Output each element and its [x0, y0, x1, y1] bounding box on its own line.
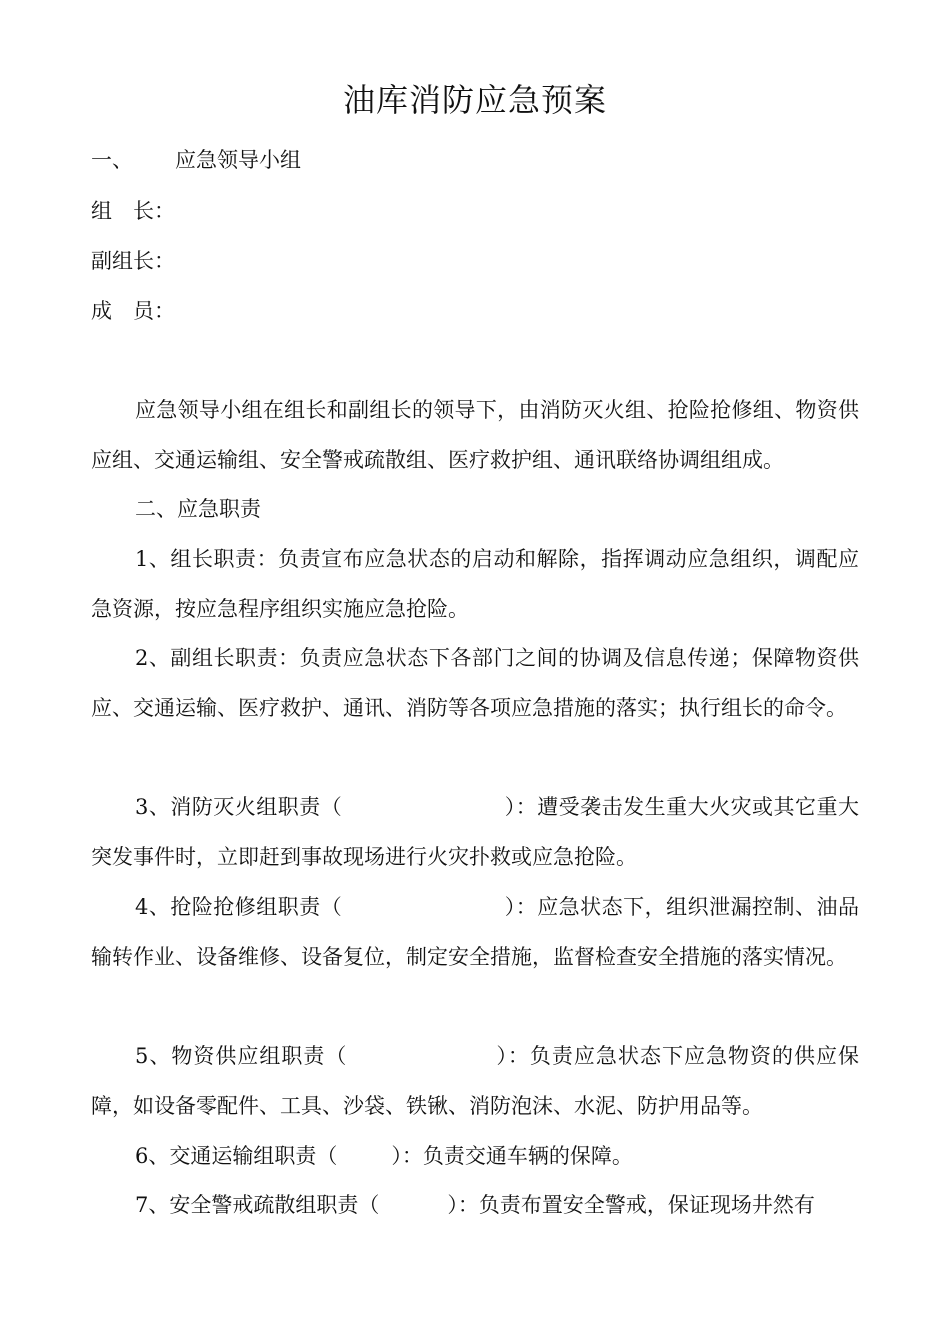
- duty-security-evacuation-group: [91, 1181, 859, 1231]
- leader-label: 组 长：: [91, 199, 175, 223]
- duty-transport-lead: 6、交通运输组职责（: [135, 1144, 338, 1168]
- duty-security-lead: 7、安全警戒疏散组职责（: [135, 1193, 380, 1217]
- duty-supply-group: [91, 1032, 859, 1131]
- members-label: 成 员：: [91, 299, 175, 323]
- duty-rescue-repair-group: [91, 883, 859, 982]
- duty-firefighting-group: [91, 783, 859, 882]
- duty-transport-text: ）：负责交通车辆的保障。: [391, 1144, 633, 1168]
- duty-rescue-text: ）：应急状态下，组织泄漏控制、油品输转作业、设备维修、设备复位，制定安全措施，监督检查安全措施的落实情况。: [91, 895, 859, 969]
- deputy-leader-label: 副组长：: [91, 249, 175, 273]
- duty-leader: 1、组长职责：负责宣布应急状态的启动和解除，指挥调动应急组织，调配应急资源，按应急程序组织实施应急抢险。: [91, 547, 859, 621]
- duty-supply-lead: 5、物资供应组职责（: [135, 1044, 348, 1068]
- duty-firefighting-text: ）：遭受袭击发生重大火灾或其它重大突发事件时，立即赶到事故现场进行火灾扑救或应急抢险。: [91, 795, 859, 869]
- duty-firefighting-lead: 3、消防灭火组职责（: [135, 795, 343, 819]
- duty-deputy-leader: 2、副组长职责：负责应急状态下各部门之间的协调及信息传递；保障物资供应、交通运输、医疗救护、通讯、消防等各项应急措施的落实；执行组长的命令。: [91, 646, 859, 720]
- duty-rescue-lead: 4、抢险抢修组职责（: [135, 895, 343, 919]
- section-1-heading: [91, 145, 301, 175]
- duty-supply-text: ）：负责应急状态下应急物资的供应保障，如设备零配件、工具、沙袋、铁锹、消防泡沫、水泥、防护用品等。: [91, 1044, 859, 1118]
- section-1-title: 应急领导小组: [175, 148, 301, 172]
- intro-paragraph: 应急领导小组在组长和副组长的领导下，由消防灭火组、抢险抢修组、物资供应组、交通运输组、安全警戒疏散组、医疗救护组、通讯联络协调组组成。: [91, 398, 859, 472]
- section-2-heading: 二、应急职责: [135, 497, 261, 521]
- section-1-number: 一、: [91, 148, 133, 172]
- duty-transport-group: [91, 1132, 859, 1182]
- duty-security-text: ）：负责布置安全警戒，保证现场井然有: [447, 1193, 815, 1217]
- document-title: 油库消防应急预案: [342, 81, 607, 119]
